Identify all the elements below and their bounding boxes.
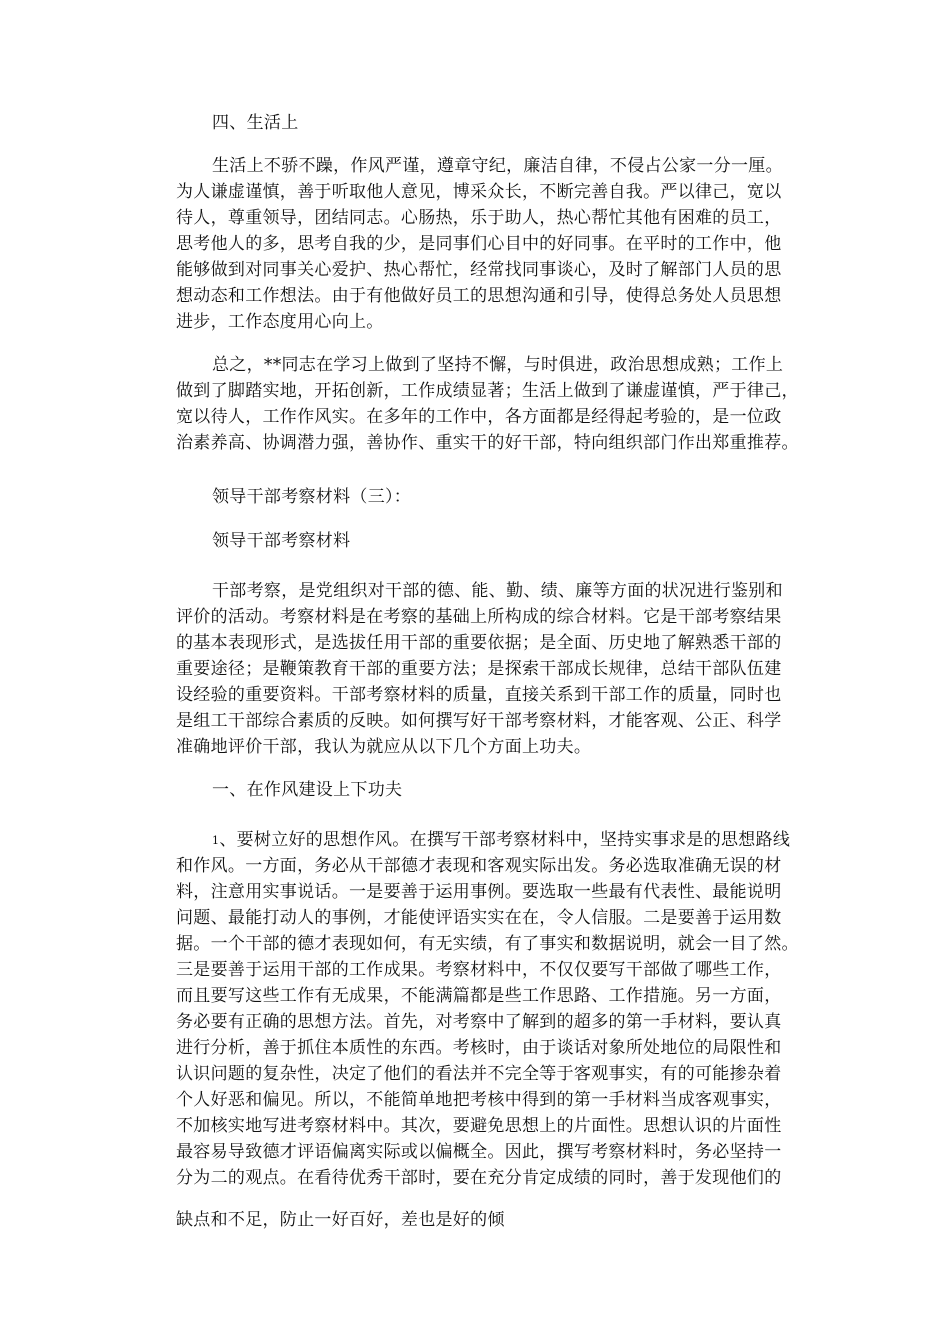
section-heading-life: 四、生活上 [212, 113, 299, 133]
point-line: 料，注意用实事说话。一是要善于运用事例。要选取一些最有代表性、最能说明 [176, 882, 782, 902]
point-one-first-line [212, 827, 790, 854]
point-line: 问题、最能打动人的事例，才能使评语实实在在，令人信服。二是要善于运用数 [176, 908, 782, 928]
paragraph-line: 能够做到对同事关心爱护、热心帮忙，经常找同事谈心，及时了解部门人员的思 [176, 260, 782, 280]
point-line: 而且要写这些工作有无成果，不能满篇都是些工作思路、工作措施。另一方面， [176, 986, 782, 1006]
point-line: 和作风。一方面，务必从干部德才表现和客观实际出发。务必选取准确无误的材 [176, 856, 782, 876]
point-line: 务必要有正确的思想方法。首先，对考察中了解到的超多的第一手材料，要认真 [176, 1012, 782, 1032]
paragraph-line: 待人，尊重领导，团结同志。心肠热，乐于助人，热心帮忙其他有困难的员工， [176, 208, 782, 228]
paragraph-line: 为人谦虚谨慎，善于听取他人意见，博采众长，不断完善自我。严以律己，宽以 [176, 182, 782, 202]
point-line: 三是要善于运用干部的工作成果。考察材料中，不仅仅要写干部做了哪些工作， [176, 960, 782, 980]
paragraph-line: 思考他人的多，思考自我的少，是同事们心目中的好同事。在平时的工作中，他 [176, 234, 782, 254]
intro-line: 干部考察，是党组织对干部的德、能、勤、绩、廉等方面的状况进行鉴别和 [212, 581, 783, 601]
point-line: 不加核实地写进考察材料中。其次，要避免思想上的片面性。思想认识的片面性 [176, 1116, 782, 1136]
summary-line: 宽以待人，工作作风实。在多年的工作中，各方面都是经得起考验的，是一位政 [176, 407, 782, 427]
intro-line: 重要途径；是鞭策教育干部的重要方法；是探索干部成长规律，总结干部队伍建 [176, 659, 782, 679]
summary-line: 总之，**同志在学习上做到了坚持不懈，与时俱进，政治思想成熟；工作上 [212, 355, 784, 375]
intro-line: 设经验的重要资料。干部考察材料的质量，直接关系到干部工作的质量，同时也 [176, 685, 782, 705]
intro-line: 是组工干部综合素质的反映。如何撰写好干部考察材料，才能客观、公正、科学 [176, 711, 782, 731]
section-heading-style: 一、在作风建设上下功夫 [212, 780, 403, 800]
material-title: 领导干部考察材料 [212, 531, 351, 551]
summary-line: 做到了脚踏实地，开拓创新，工作成绩显著；生活上做到了谦虚谨慎，严于律己， [176, 381, 799, 401]
intro-line: 准确地评价干部，我认为就应从以下几个方面上功夫。 [176, 737, 592, 757]
point-line: 据。一个干部的德才表现如何，有无实绩，有了事实和数据说明，就会一目了然。 [176, 934, 799, 954]
intro-line: 评价的活动。考察材料是在考察的基础上所构成的综合材料。它是干部考察结果 [176, 607, 782, 627]
paragraph-line: 生活上不骄不躁，作风严谨，遵章守纪，廉洁自律，不侵占公家一分一厘。 [212, 156, 783, 176]
intro-line: 的基本表现形式，是选拔任用干部的重要依据；是全面、历史地了解熟悉干部的 [176, 633, 782, 653]
point-line: 个人好恶和偏见。所以，不能简单地把考核中得到的第一手材料当成客观事实， [176, 1090, 782, 1110]
point-one-text: 、要树立好的思想作风。在撰写干部考察材料中，坚持实事求是的思想路线 [219, 830, 791, 850]
point-line: 最容易导致德才评语偏离实际或以偏概全。因此，撰写考察材料时，务必坚持一 [176, 1142, 782, 1162]
paragraph-line: 进步，工作态度用心向上。 [176, 312, 384, 332]
summary-line: 治素养高、协调潜力强，善协作、重实干的好干部，特向组织部门作出郑重推荐。 [176, 433, 799, 453]
tail-line: 缺点和不足，防止一好百好，差也是好的倾 [176, 1210, 505, 1230]
point-line: 分为二的观点。在看待优秀干部时，要在充分肯定成绩的同时，善于发现他们的 [176, 1168, 782, 1188]
point-number: 1 [212, 834, 220, 847]
paragraph-line: 想动态和工作想法。由于有他做好员工的思想沟通和引导，使得总务处人员思想 [176, 286, 782, 306]
point-line: 认识问题的复杂性，决定了他们的看法并不完全等于客观事实，有的可能掺杂着 [176, 1064, 782, 1084]
material-three-title: 领导干部考察材料（三）： [212, 487, 412, 507]
point-line: 进行分析，善于抓住本质性的东西。考核时，由于谈话对象所处地位的局限性和 [176, 1038, 782, 1058]
